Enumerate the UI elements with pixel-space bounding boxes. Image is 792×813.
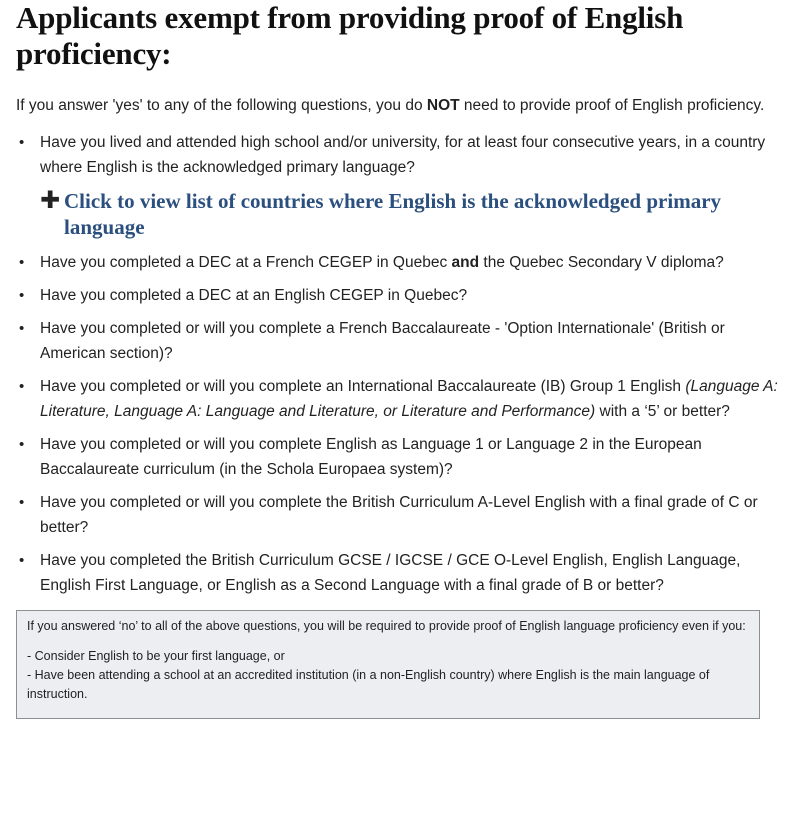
list-item bbox=[16, 250, 778, 275]
list-item bbox=[16, 548, 778, 598]
question-list bbox=[16, 130, 778, 180]
notice-intro: If you answered ‘no’ to all of the above questions, you will be required to provide proof of English language proficiency even if you: bbox=[27, 619, 746, 633]
bullet-icon: • bbox=[19, 436, 25, 453]
bullet-icon: • bbox=[19, 494, 25, 511]
list-item bbox=[16, 374, 778, 424]
list-item bbox=[16, 490, 778, 540]
list-item bbox=[16, 316, 778, 366]
question-text: Have you completed or will you complete a French Baccalaureate - 'Option Internationale' (British or American section)? bbox=[40, 320, 725, 362]
notice-condition-2: - Have been attending a school at an accredited institution (in a non-English country) where English is the main language of instruction. bbox=[27, 668, 710, 701]
intro-before: If you answer 'yes' to any of the following questions, you do bbox=[16, 97, 427, 114]
question-text-bold: and bbox=[451, 254, 480, 271]
question-text-part: Have you completed or will you complete an International Baccalaureate (IB) Group 1 English bbox=[40, 378, 686, 395]
question-text-part: with a ‘5’ or better? bbox=[595, 403, 730, 420]
question-text: Have you lived and attended high school and/or university, for at least four consecutive years, in a country where English is the acknowledged primary language? bbox=[40, 134, 766, 176]
question-text bbox=[40, 378, 778, 420]
plus-icon: ✚ bbox=[40, 186, 61, 214]
notice-spacer bbox=[27, 636, 749, 647]
question-text-part: Have you completed a DEC at a French CEGEP in Quebec bbox=[40, 254, 452, 271]
notice-condition-1: - Consider English to be your first language, or bbox=[27, 649, 285, 663]
question-text bbox=[40, 254, 724, 271]
question-text-italic: (Language A: Literature, Language A: Language and Literature, or Literature and Performance) bbox=[40, 378, 778, 420]
question-text: Have you completed a DEC at an English CEGEP in Quebec? bbox=[40, 287, 468, 304]
question-text-part: the Quebec Secondary V diploma? bbox=[479, 254, 724, 271]
list-item bbox=[16, 432, 778, 482]
notice-box bbox=[16, 610, 760, 719]
bullet-icon: • bbox=[19, 552, 25, 569]
list-item bbox=[16, 130, 778, 180]
bullet-icon: • bbox=[19, 134, 25, 151]
bullet-icon: • bbox=[19, 378, 25, 395]
question-text: Have you completed the British Curriculum GCSE / IGCSE / GCE O-Level English, English Language, English First Language, or English as a Second Language with a final grade of B or better? bbox=[40, 552, 741, 594]
page-title: Applicants exempt from providing proof of English proficiency: bbox=[16, 0, 684, 71]
bullet-icon: • bbox=[19, 254, 25, 271]
intro-bold: NOT bbox=[426, 97, 460, 114]
countries-expand-toggle[interactable] bbox=[40, 188, 778, 240]
bullet-icon: • bbox=[19, 320, 25, 337]
list-item bbox=[16, 283, 778, 308]
bullet-icon: • bbox=[19, 287, 25, 304]
intro-after: need to provide proof of English proficiency. bbox=[459, 97, 765, 114]
question-list-continued bbox=[16, 250, 778, 598]
question-text: Have you completed or will you complete English as Language 1 or Language 2 in the European Baccalaureate curriculum (in the Schola Europaea system)? bbox=[40, 436, 702, 478]
question-text: Have you completed or will you complete the British Curriculum A-Level English with a final grade of C or better? bbox=[40, 494, 758, 536]
intro-text bbox=[16, 94, 778, 118]
countries-toggle-label[interactable]: Click to view list of countries where English is the acknowledged primary language bbox=[64, 189, 722, 239]
